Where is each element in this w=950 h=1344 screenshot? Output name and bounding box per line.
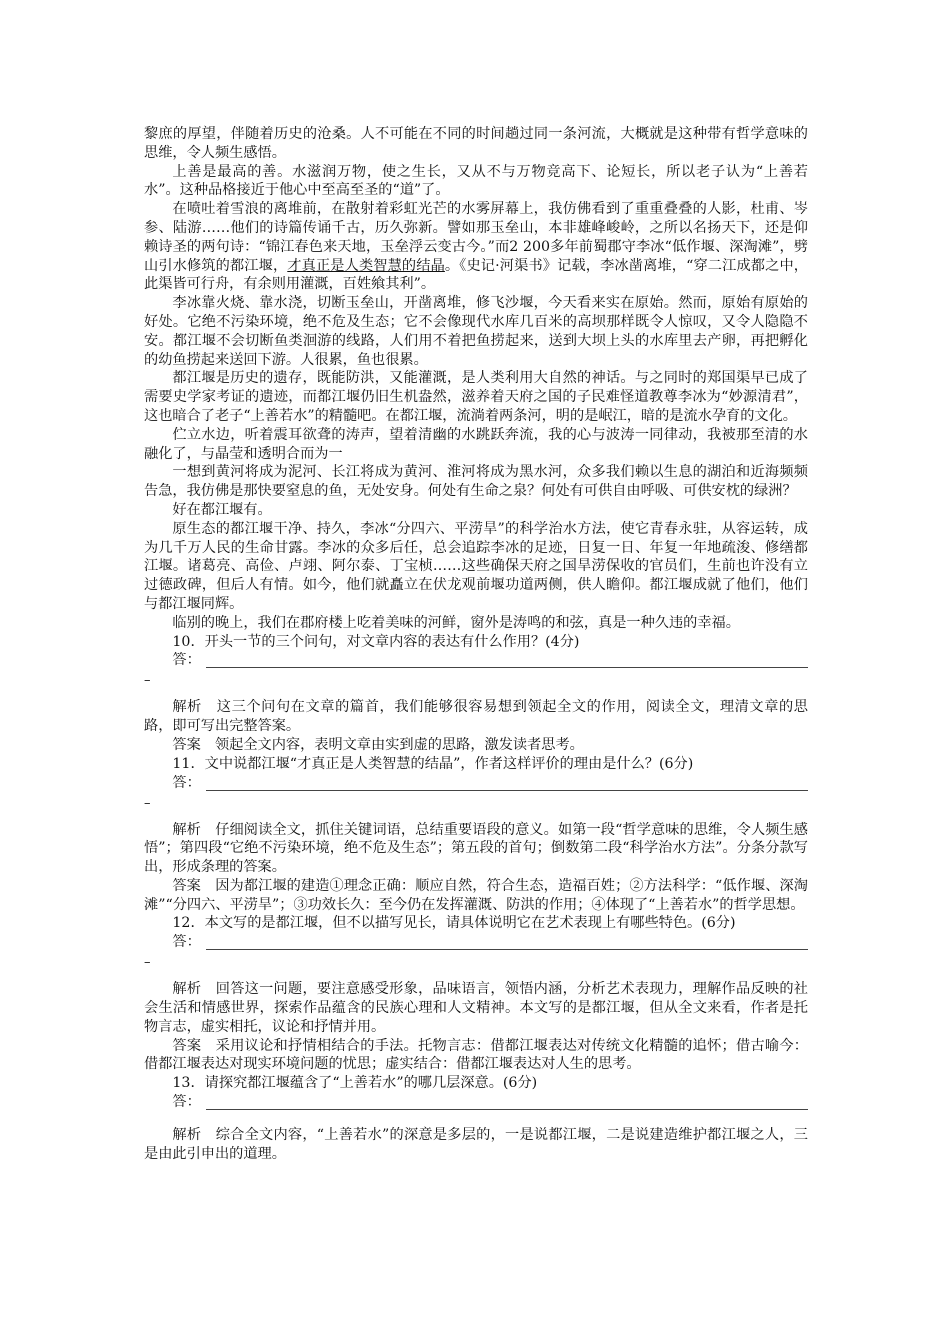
answer-rule <box>206 949 808 950</box>
answer-extra-line <box>144 793 808 813</box>
question-12: 12．本文写的是都江堰，但不以描写见长，请具体说明它在艺术表现上有哪些特色。(6分) <box>172 915 736 932</box>
passage-paragraph: 临别的晚上，我们在郡府楼上吃着美味的河鲜，窗外是涛鸣的和弦，真是一种久违的幸福。 <box>172 614 740 631</box>
analysis-10: 解析 这三个问句在文章的篇首，我们能够很容易想到领起全文的作用，阅读全文，理清文章的思路，即可写出完整答案。 <box>144 699 808 735</box>
answer-11: 答案 因为都江堰的建造①理念正确：顺应自然，符合生态，造福百姓；②方法科学：“低作堰、深淘滩”“分四六、平涝旱”；③功效长久：至今仍在发挥灌溉、防洪的作用；④体现了“上善若水”的哲学思想。 <box>144 877 808 913</box>
dash-mark: – <box>144 795 151 811</box>
answer-10: 答案 领起全文内容，表明文章由实到虚的思路，激发读者思考。 <box>172 736 584 753</box>
dash-mark: – <box>144 673 151 689</box>
answer-label: 答： <box>172 775 204 791</box>
passage-paragraph: 上善是最高的善。水滋润万物，使之生长，又从不与万物竞高下、论短长，所以老子认为“上善若水”。这种品格接近于他心中至高至圣的“道”了。 <box>144 163 808 199</box>
question-10: 10．开头一节的三个问句，对文章内容的表达有什么作用？(4分) <box>172 633 580 650</box>
answer-extra-line <box>144 1112 808 1126</box>
dash-mark: – <box>144 955 151 971</box>
answer-line-13[interactable] <box>144 1093 808 1112</box>
passage-paragraph: 黎庶的厚望，伴随着历史的沧桑。人不可能在不同的时间趟过同一条河流，大概就是这种带有哲学意味的思维，令人频生感悟。 <box>144 126 808 161</box>
question-13: 13．请探究都江堰蕴含了“上善若水”的哪几层深意。(6分) <box>172 1075 538 1092</box>
analysis-13: 解析 综合全文内容，“上善若水”的深意是多层的，一是说都江堰，二是说建造维护都江堰之人，三是由此引申出的道理。 <box>144 1127 808 1162</box>
passage-paragraph: 一想到黄河将成为泥河、长江将成为黄河、淮河将成为黑水河，众多我们赖以生息的湖泊和近海频频告急，我仿佛是那快要窒息的鱼，无处安身。何处有生命之泉？何处有可供自由呼吸、可供安枕的绿洲？ <box>144 464 808 500</box>
passage-text: 在喷吐着雪浪的离堆前，在散射着彩虹光芒的水雾屏幕上，我仿佛看到了重重叠叠的人影，杜甫、岑参、陆游……他们的诗篇传诵千古，历久弥新。譬如那玉垒山，本非雄峰峻岭，之所以名扬天下，还是仰赖诗圣的两句诗：“锦江春色来天地，玉垒浮云变古今。”而2 200多年前蜀郡守李冰“低作堰、深淘滩”，劈山引水修筑的都江堰， <box>144 201 808 274</box>
answer-rule <box>206 1109 808 1110</box>
answer-rule <box>206 667 808 668</box>
analysis-11: 解析 仔细阅读全文，抓住关键词语，总结重要语段的意义。如第一段“哲学意味的思维，令人频生感悟”；第四段“它绝不污染环境，绝不危及生态”；第五段的首句；倒数第二段“科学治水方法”。分条分款写出，形成条理的答案。 <box>144 821 808 876</box>
passage-text: 。《史记·河渠书》记载，李冰凿离堆，“穿二江成都之中，此渠皆可行舟，有余则用灌溉，百姓飨其利”。 <box>144 257 808 293</box>
passage-paragraph: 原生态的都江堰干净、持久，李冰“分四六、平涝旱”的科学治水方法，使它青春永驻，从容运转，成为几千万人民的生命甘露。李冰的众多后任，总会追踪李冰的足迹，日复一日、年复一年地疏浚、修缮都江堰。诸葛亮、高俭、卢翊、阿尔泰、丁宝桢……这些确保天府之国旱涝保收的官员们，生前也许没有立过德政碑，但后人有情。如今，他们就矗立在伏龙观前堰功道两侧，供人瞻仰。都江堰成就了他们，他们与都江堰同辉。 <box>144 520 808 612</box>
document-body <box>144 125 808 1164</box>
passage-paragraph: 都江堰是历史的遗存，既能防洪，又能灌溉，是人类利用大自然的神话。与之同时的郑国渠早已成了需要史学家考证的遗迹，而都江堰仍旧生机盎然，滋养着天府之国的子民难怪道教尊李冰为“妙源清君”，这也暗合了老子“上善若水”的精髓吧。在都江堰，流淌着两条河，明的是岷江，暗的是流水孕育的文化。 <box>144 370 808 424</box>
answer-rule <box>206 790 808 791</box>
answer-extra-line <box>144 952 808 972</box>
answer-label: 答： <box>172 934 204 950</box>
passage-paragraph <box>144 200 808 294</box>
analysis-12: 解析 回答这一问题，要注意感受形象，品味语言，领悟内涵，分析艺术表现力，理解作品反映的社会生活和情感世界，探索作品蕴含的民族心理和人文精神。本文写的是都江堰，但从全文来看，作者是托物言志，虚实相托，议论和抒情并用。 <box>144 981 808 1035</box>
answer-line-11[interactable] <box>144 774 808 793</box>
answer-label: 答： <box>172 1094 204 1110</box>
passage-paragraph: 好在都江堰有。 <box>172 501 272 518</box>
answer-extra-line <box>144 670 808 690</box>
answer-label: 答： <box>172 652 204 668</box>
passage-paragraph: 伫立水边，听着震耳欲聋的涛声，望着清幽的水跳跃奔流，我的心与波涛一同律动，我被那至清的水融化了，与晶莹和透明合而为一 <box>144 426 808 462</box>
answer-line-10[interactable] <box>144 651 808 670</box>
question-11: 11．文中说都江堰“才真正是人类智慧的结晶”，作者这样评价的理由是什么？(6分) <box>172 755 694 772</box>
answer-line-12[interactable] <box>144 933 808 952</box>
answer-12: 答案 采用议论和抒情相结合的手法。托物言志：借都江堰表达对传统文化精髓的追怀；借古喻今：借都江堰表达对现实环境问题的忧思；虚实结合：借都江堰表达对人生的思考。 <box>144 1037 808 1073</box>
underlined-phrase: 才真正是人类智慧的结晶 <box>287 257 445 274</box>
passage-paragraph: 李冰靠火烧、靠水浇，切断玉垒山，开凿离堆，修飞沙堰，今天看来实在原始。然而，原始有原始的好处。它绝不污染环境，绝不危及生态；它不会像现代水库几百米的高坝那样既令人惊叹，又令人隐隐不安。都江堰不会切断鱼类洄游的线路，人们用不着把鱼捞起来，送到大坝上头的水库里去产卵，再把孵化的幼鱼捞起来送回下游。人很累，鱼也很累。 <box>144 295 808 368</box>
